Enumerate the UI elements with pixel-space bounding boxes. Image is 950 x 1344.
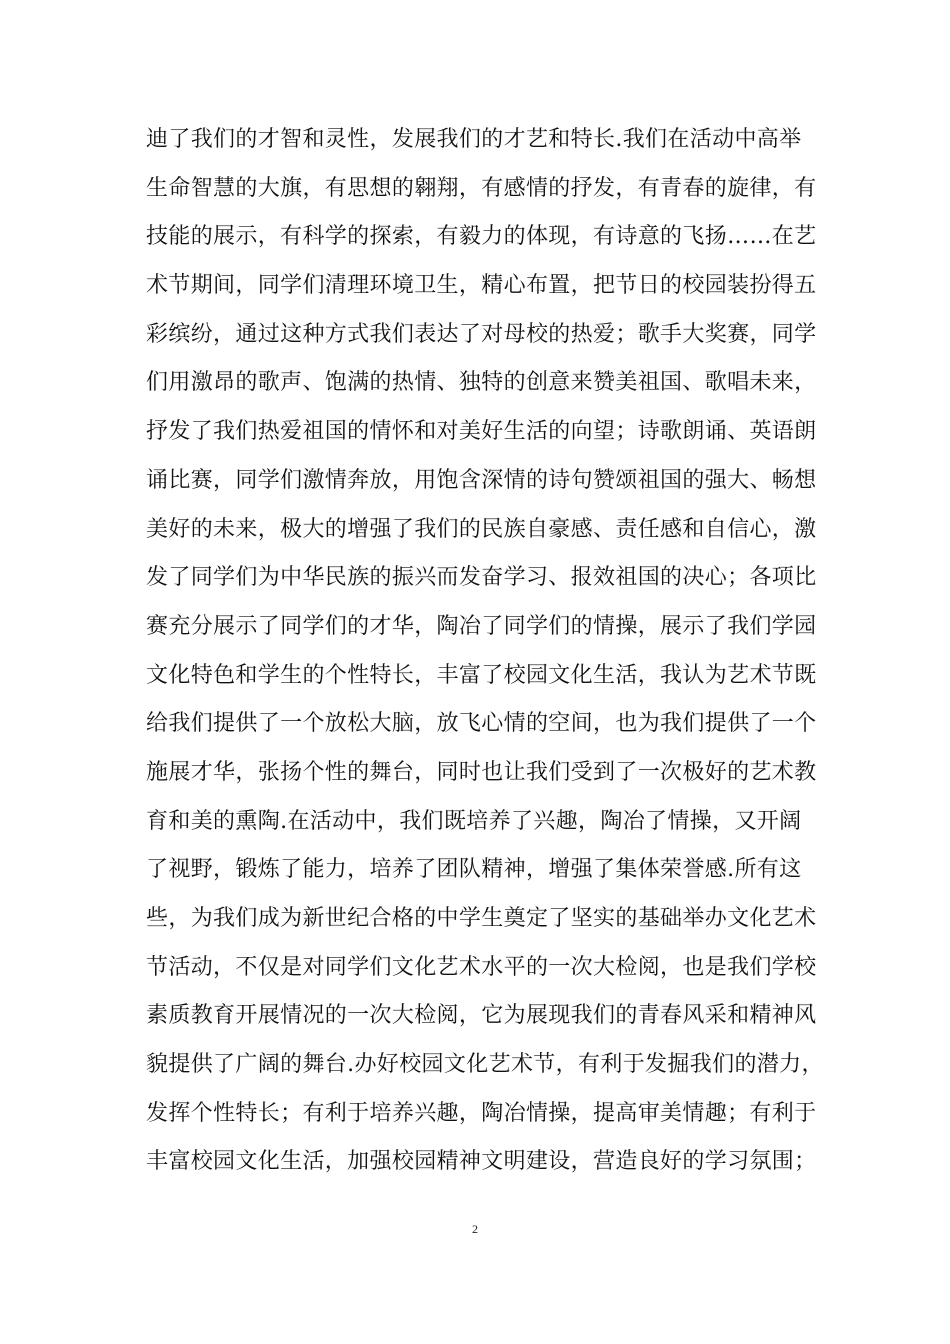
- text-line: 丰富校园文化生活，加强校园精神文明建设，营造良好的学习氛围；: [146, 1149, 817, 1175]
- text-line: 美好的未来，极大的增强了我们的民族自豪感、责任感和自信心，激: [146, 516, 817, 542]
- text-line: 诵比赛，同学们激情奔放，用饱含深情的诗句赞颂祖国的强大、畅想: [146, 467, 817, 493]
- text-line: 了视野，锻炼了能力，培养了团队精神，增强了集体荣誉感.所有这: [146, 857, 802, 883]
- text-line: 施展才华，张扬个性的舞台，同时也让我们受到了一次极好的艺术教: [146, 759, 817, 785]
- text-line: 素质教育开展情况的一次大检阅，它为展现我们的青春风采和精神风: [146, 1003, 817, 1029]
- text-line: 育和美的熏陶.在活动中，我们既培养了兴趣，陶冶了情操，又开阔: [146, 808, 802, 834]
- text-line: 技能的展示，有科学的探索，有毅力的体现，有诗意的飞扬……在艺: [146, 224, 817, 250]
- text-line: 术节期间，同学们清理环境卫生，精心布置，把节日的校园装扮得五: [146, 273, 817, 299]
- text-line: 貌提供了广阔的舞台.办好校园文化艺术节，有利于发掘我们的潜力，: [146, 1052, 824, 1078]
- text-line: 发了同学们为中华民族的振兴而发奋学习、报效祖国的决心；各项比: [146, 565, 817, 591]
- text-line: 些，为我们成为新世纪合格的中学生奠定了坚实的基础举办文化艺术: [146, 906, 817, 931]
- page-number: 2: [472, 1222, 478, 1236]
- text-line: 生命智慧的大旗，有思想的翱翔，有感情的抒发，有青春的旋律，有: [146, 175, 817, 201]
- text-line: 迪了我们的才智和灵性，发展我们的才艺和特长.我们在活动中高举: [146, 127, 802, 152]
- text-line: 抒发了我们热爱祖国的情怀和对美好生活的向望；诗歌朗诵、英语朗: [146, 419, 817, 445]
- text-line: 发挥个性特长；有利于培养兴趣，陶冶情操，提高审美情趣；有利于: [146, 1100, 817, 1126]
- text-line: 彩缤纷，通过这种方式我们表达了对母校的热爱；歌手大奖赛，同学: [146, 321, 817, 347]
- text-line: 文化特色和学生的个性特长，丰富了校园文化生活，我认为艺术节既: [146, 662, 817, 688]
- text-line: 节活动，不仅是对同学们文化艺术水平的一次大检阅，也是我们学校: [146, 954, 817, 980]
- text-line: 们用激昂的歌声、饱满的热情、独特的创意来赞美祖国、歌唱未来，: [146, 370, 817, 396]
- text-line: 赛充分展示了同学们的才华，陶冶了同学们的情操，展示了我们学园: [146, 613, 817, 639]
- body-text: [146, 116, 824, 1187]
- text-line: 给我们提供了一个放松大脑，放飞心情的空间，也为我们提供了一个: [146, 711, 817, 737]
